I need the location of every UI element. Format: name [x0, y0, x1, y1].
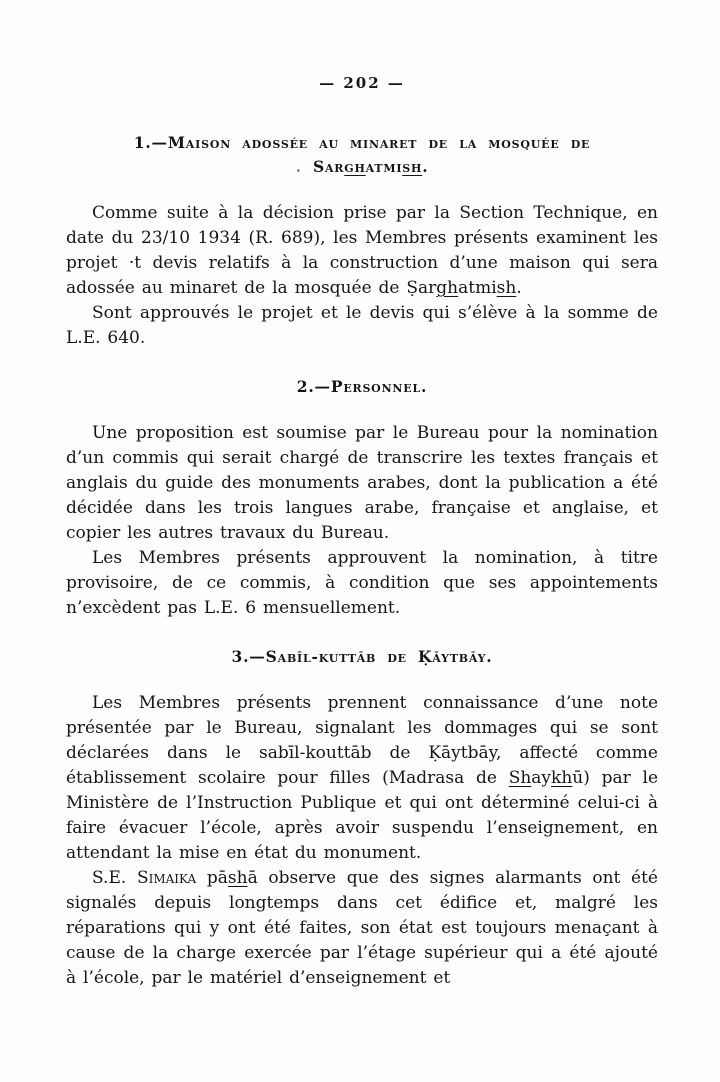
paragraph-section2-1: [66, 421, 658, 546]
text-segment: Les Membres présents approuvent la nomination, à titre provisoire, de ce commis, à condition que ses appointements n’excèdent pas L.E. 6 mensuellement.: [66, 548, 658, 618]
text-segment: S.E.: [92, 868, 137, 888]
text-segment: ay: [531, 768, 552, 788]
underlined-text-segment: kh: [551, 768, 573, 788]
text-segment: Une proposition est soumise par le Bureau pour la nomination d’un commis qui serait chargé de transcrire les textes français et anglais du guide des monuments arabes, dont la publication a été décidée dans les trois langues arabe, française et anglaise, et copier les autres travaux du Bureau.: [66, 423, 658, 543]
underlined-text-segment: sh: [227, 868, 248, 888]
text-segment: .: [516, 278, 522, 298]
underlined-text-segment: gh: [436, 278, 459, 298]
text-segment: atmi: [365, 157, 403, 176]
paragraph-section3-2: [66, 866, 658, 991]
text-segment: 1.—Maison adossée au minaret de la mosquée de: [133, 133, 591, 152]
text-segment: ū) par le Ministère de l’Instruction Publique et qui ont déterminé celui-ci à faire évacuer l’école, après avoir suspendu l’enseignement, en attendant la mise en état du monument.: [66, 768, 658, 863]
section-1-heading-line-2: [66, 155, 658, 179]
underlined-text-segment: sh: [402, 157, 423, 176]
section-1-heading: [66, 131, 658, 179]
section-2-heading: [66, 375, 658, 399]
section-2-heading-line-1: [66, 375, 658, 399]
paragraph-section1-2: [66, 301, 658, 351]
paragraph-section3-1: [66, 691, 658, 866]
text-segment: .: [422, 157, 429, 176]
section-3-heading-line-1: [66, 645, 658, 669]
text-segment: 2.—Personnel.: [296, 377, 428, 396]
text-segment: atmi: [458, 278, 497, 298]
text-segment: Les Membres présents prennent connaissance d’une note présentée par le Bureau, signalant les dommages qui se sont déclarées dans le sabīl-kouttāb de Ḳāytbāy, affecté comme établissement scolaire pour filles (Madrasa de: [66, 693, 658, 788]
section-3-heading: [66, 645, 658, 669]
text-segment: Comme suite à la décision prise par la Section Technique, en date du 23/10 1934 (R. 689), les Membres présents examinent les projet ·t devis relatifs à la construction d’une maison qui sera adossée au minaret de la mosquée de Ṣar: [66, 203, 658, 298]
paragraph-section1-1: [66, 201, 658, 301]
text-segment: 3.—Sabīl-kuttāb de Ḳāytbāy.: [231, 647, 493, 666]
text-segment: ā observe que des signes alarmants ont été signalés depuis longtemps dans cet édifice et, malgré les réparations qui y ont été faites, son état est toujours menaçant à cause de la charge exercée par l’étage supérieur qui a été ajouté à l’école, par le matériel d’enseignement et: [66, 868, 658, 988]
underlined-text-segment: Sh: [508, 768, 532, 788]
page-number: — 202 —: [319, 74, 405, 92]
text-segment: pā: [196, 868, 228, 888]
text-segment: Sar: [312, 157, 345, 176]
text-segment: .: [295, 157, 313, 176]
section-1-heading-line-1: [66, 131, 658, 155]
paragraph-section2-2: [66, 546, 658, 621]
underlined-text-segment: sh: [496, 278, 517, 298]
underlined-text-segment: gh: [344, 157, 366, 176]
smallcaps-text-segment: Simaika: [136, 868, 197, 888]
text-segment: Sont approuvés le projet et le devis qui s’élève à la somme de L.E. 640.: [66, 303, 658, 348]
